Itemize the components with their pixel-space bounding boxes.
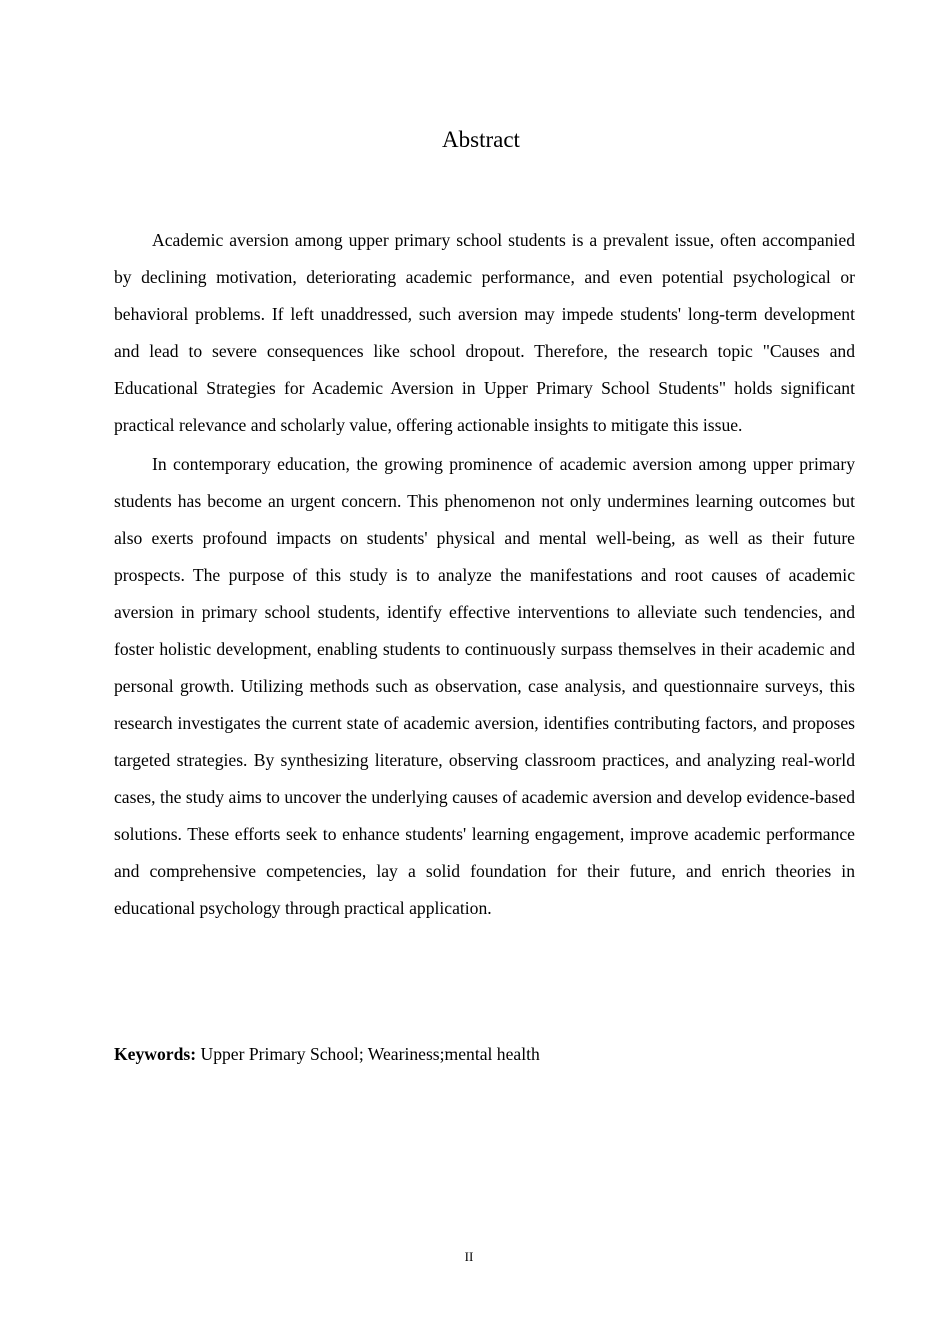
keywords-label: Keywords:	[114, 1044, 197, 1064]
abstract-title: Abstract	[442, 127, 520, 152]
page-number: II	[464, 1249, 474, 1264]
abstract-paragraph-1: Academic aversion among upper primary school students is a prevalent issue, often accompanied by declining motivation, deteriorating academic performance, and even potential psychological or behavioral problems. If left unaddressed, such aversion may impede students' long-term development and lead to severe consequences like school dropout. Therefore, the research topic "Causes and Educational Strategies for Academic Aversion in Upper Primary School Students" holds significant practical relevance and scholarly value, offering actionable insights to mitigate this issue.	[114, 230, 855, 435]
abstract-paragraph-2: In contemporary education, the growing prominence of academic aversion among upper primary students has become an urgent concern. This phenomenon not only undermines learning outcomes but also exerts profound impacts on students' physical and mental well-being, as well as their future prospects. The purpose of this study is to analyze the manifestations and root causes of academic aversion in primary school students, identify effective interventions to alleviate such tendencies, and foster holistic development, enabling students to continuously surpass themselves in their academic and personal growth. Utilizing methods such as observation, case analysis, and questionnaire surveys, this research investigates the current state of academic aversion, identifies contributing factors, and proposes targeted strategies. By synthesizing literature, observing classroom practices, and analyzing real-world cases, the study aims to uncover the underlying causes of academic aversion and develop evidence-based solutions. These efforts seek to enhance students' learning engagement, improve academic performance and comprehensive competencies, lay a solid foundation for their future, and enrich theories in educational psychology through practical application.	[114, 454, 855, 918]
abstract-body	[114, 222, 855, 927]
keywords-text: Upper Primary School; Weariness;mental health	[200, 1044, 540, 1064]
keywords-line	[114, 1040, 855, 1068]
